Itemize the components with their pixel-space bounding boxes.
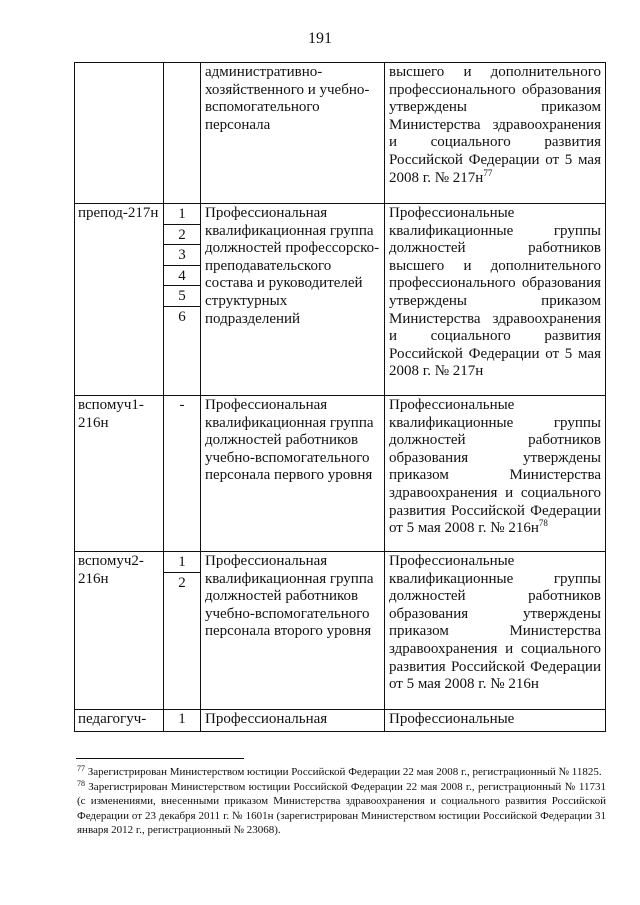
row-group: административно-хозяйственного и учебно-вспомогательного персонала <box>201 63 385 204</box>
row-levels <box>164 710 201 732</box>
table-row <box>75 204 606 396</box>
row-levels <box>164 63 201 204</box>
table-row <box>75 552 606 710</box>
row-group: Профессиональная квалификационная группа должностей работников учебно-вспомогательного персонала второго уровня <box>201 552 385 710</box>
level-cell: 2 <box>178 574 186 591</box>
level-cell: 1 <box>178 711 186 727</box>
footnote-ref: 77 <box>483 167 493 178</box>
page-number: 191 <box>308 30 332 47</box>
row-levels <box>164 396 201 552</box>
level-cell: 5 <box>164 286 200 307</box>
row-group: Профессиональная квалификационная группа должностей работников учебно-вспомогательного персонала первого уровня <box>201 396 385 552</box>
row-document-text: Профессиональные квалификационные группы должностей работников образования утверждены приказом Министерства здравоохранения и социального развития Российской Федерации от 5 мая 2008 г. № 216н <box>389 553 601 693</box>
row-code: вспомуч1-216н <box>75 396 164 552</box>
row-group: Профессиональная <box>201 710 385 732</box>
row-document-text: высшего и дополнительного профессионального образования утверждены приказом Министерства здравоохранения и социального развития Российской Федерации от 5 мая 2008 г. № 217н <box>389 64 601 186</box>
footnote <box>77 780 606 838</box>
row-levels <box>164 552 201 710</box>
footnote-number: 78 <box>77 778 85 788</box>
footnotes <box>77 765 606 838</box>
qualification-groups-table <box>74 62 606 732</box>
row-document <box>385 204 606 396</box>
footnote-text: Зарегистрирован Министерством юстиции Российской Федерации 22 мая 2008 г., регистрационный № 11731 (с изменениями, внесенными приказом Министерства здравоохранения и социального развития Российской Федерации от 23 декабря 2011 г. № 1601н (зарегистрирован Министерством юстиции Российской Федерации 31 января 2012 г., регистрационный № 23068). <box>77 780 606 836</box>
level-cell: 2 <box>164 225 200 246</box>
row-document <box>385 552 606 710</box>
row-document-text: Профессиональные <box>389 711 515 727</box>
row-document-text: Профессиональные квалификационные группы должностей работников образования утверждены приказом Министерства здравоохранения и социального развития Российской Федерации от 5 мая 2008 г. № 216н <box>389 397 601 537</box>
row-document-text: Профессиональные квалификационные группы должностей работников высшего и дополнительного профессионального образования утверждены приказом Министерства здравоохранения и социального развития Российской Федерации от 5 мая 2008 г. № 217н <box>389 205 601 380</box>
level-cell: 1 <box>164 552 200 573</box>
level-cell: - <box>179 397 185 413</box>
row-document <box>385 710 606 732</box>
row-code: препод-217н <box>75 204 164 396</box>
footnote <box>77 765 606 780</box>
footnote-separator <box>76 758 244 759</box>
footnote-number: 77 <box>77 764 85 773</box>
row-levels <box>164 204 201 396</box>
row-code: вспомуч2-216н <box>75 552 164 710</box>
row-group: Профессиональная квалификационная группа должностей профессорско-преподавательского состава и руководителей структурных подразделений <box>201 204 385 396</box>
table-row <box>75 396 606 552</box>
footnote-ref: 78 <box>538 518 548 529</box>
level-cell: 3 <box>164 245 200 266</box>
row-document <box>385 63 606 204</box>
level-cell: 6 <box>178 308 186 325</box>
table-row <box>75 63 606 204</box>
level-cell: 1 <box>164 204 200 225</box>
level-cell: 4 <box>164 266 200 287</box>
table-row <box>75 710 606 732</box>
row-code: педагогуч- <box>75 710 164 732</box>
row-code <box>75 63 164 204</box>
row-document <box>385 396 606 552</box>
footnote-text: Зарегистрирован Министерством юстиции Российской Федерации 22 мая 2008 г., регистрационный № 11825. <box>87 766 602 778</box>
